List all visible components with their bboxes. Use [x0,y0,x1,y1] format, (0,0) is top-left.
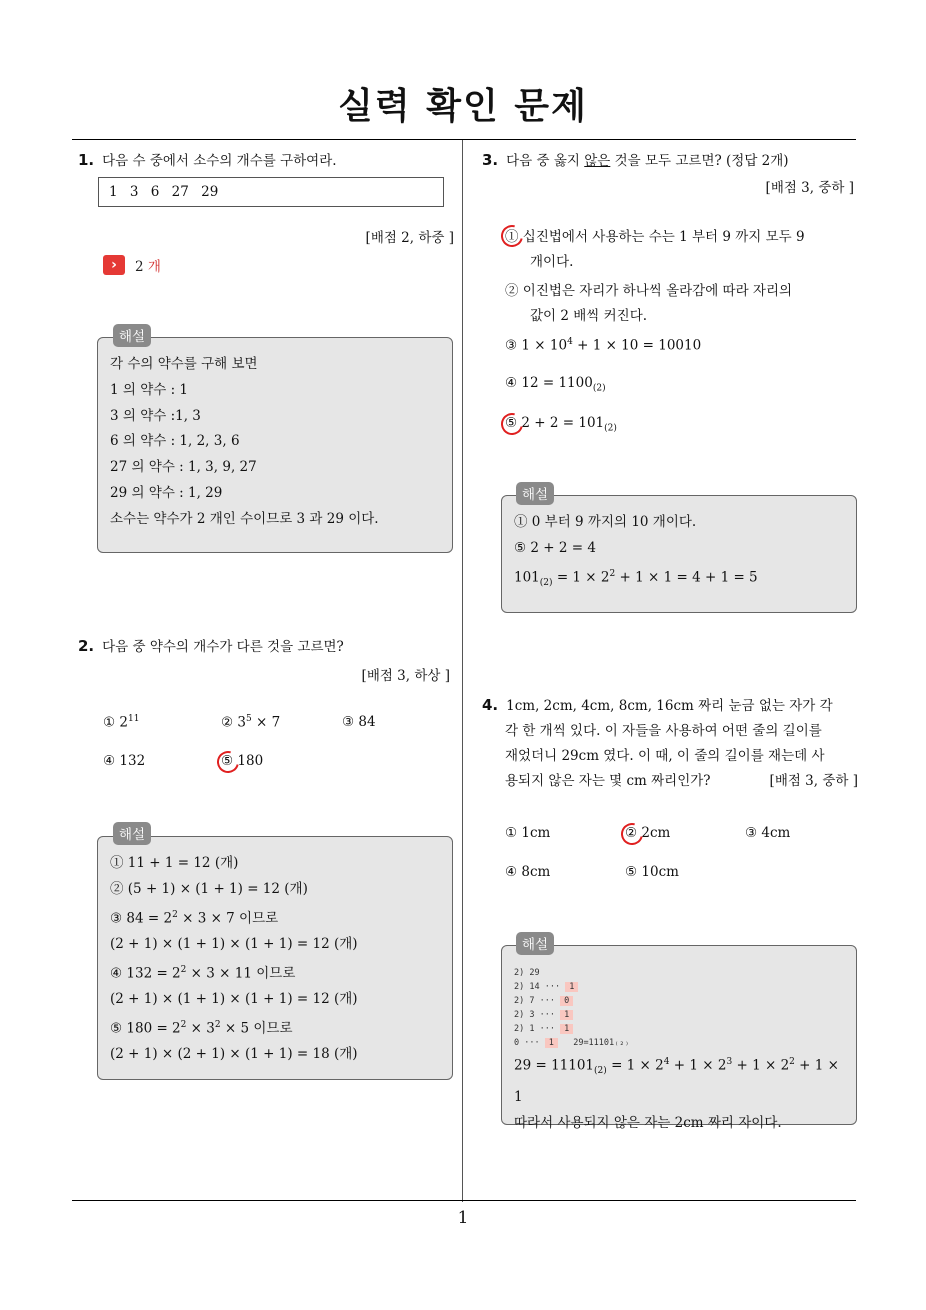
q3-solution-box [501,495,857,613]
chevron-right-icon: › [103,255,125,275]
answer-circle-mark [213,747,243,777]
q4-option-5[interactable]: ⑤ 10cm [625,864,679,880]
q2-option-2[interactable]: ② $3^5 \times 7$ [221,714,281,731]
q4-number: 4. [482,696,499,714]
q4-option-2[interactable]: ② 2cm [625,825,671,841]
q4-solution-label: 해설 [516,932,554,955]
q4-option-4[interactable]: ④ 8cm [505,864,551,880]
q2-solution-line: ④ $132 = 2^2 \times 3 \times 11$ 이므로 [110,964,296,982]
q4-solution-line: $29 = 11101_{(2)} = 1 \times 2^4 + 1 \times 2^3 + 1 \times 2^2 + 1 \times 1$ [514,1057,839,1105]
q2-solution-label: 해설 [113,822,151,845]
q4-meta: [배점 3, 중하 ] [769,773,858,789]
binary-division-figure: 2) 29 2) 14 ··· 1 2) 7 ··· 0 2) 3 ··· 1 2) 1 ··· 1 0 ··· 1 29=11101₍₂₎ [514,968,630,1048]
q2-solution-line: (2 + 1) × (1 + 1) × (1 + 1) = 12 (개) [110,990,358,1007]
q2-meta: [배점 3, 하상 ] [361,668,450,684]
page-number: 1 [457,1208,469,1228]
q3-number: 3. [482,151,499,169]
q4-question: 4. 1cm, 2cm, 4cm, 8cm, 16cm 짜리 눈금 없는 자가 각 각 한 개씩 있다. 이 자들을 사용하여 어떤 줄의 길이를 재었더니 29cm 였다. 이 때, 이 줄의 길이를 재는데 사 용되지 않은 자는 몇 cm 짜리인가? [배점 3, 중하 ] [482,693,858,794]
q1-answer-unit: 개 [147,259,161,275]
q1-question [78,148,337,174]
q3-question: 3. 다음 중 옳지 않은 것을 모두 고르면? (정답 2개) [482,151,789,169]
q2-question [78,634,344,660]
q3-solution-line: ⑤ 2 + 2 = 4 [514,539,596,556]
q1-answer-value: 2 [135,259,144,275]
answer-circle-mark [497,409,527,439]
q2-option-3[interactable]: ③ 84 [342,714,376,730]
q4-solution-box [501,945,857,1131]
q3-option-5[interactable]: ⑤ $2 + 2 = 101_{(2)}$ [505,415,617,434]
q2-number: 2. [78,637,95,655]
q3-option-4[interactable]: ④ $12 = 1100_{(2)}$ [505,375,606,394]
q2-solution-line: ③ $84 = 2^2 \times 3 \times 7$ 이므로 [110,909,279,927]
q1-meta: [배점 2, 하중 ] [365,230,454,246]
q4-option-1[interactable]: ① 1cm [505,825,551,841]
q2-solution-line: ① 11 + 1 = 12 (개) [110,855,239,871]
q3-emphasis: 않은 [584,153,611,169]
q1-solution-line: 각 수의 약수를 구해 보면 [110,356,258,372]
q1-solution-box [97,337,453,553]
q2-solution-line: ② (5 + 1) × (1 + 1) = 12 (개) [110,880,308,897]
bottom-rule [72,1200,856,1201]
q3-option-2[interactable]: ② 이진법은 자리가 하나씩 올라감에 따라 자리의 값이 2 배씩 커진다. [505,283,793,324]
q2-option-5[interactable]: ⑤ 180 [221,753,264,769]
q3-option-1[interactable]: ① 십진법에서 사용하는 수는 1 부터 9 까지 모두 9 개이다. [505,229,805,270]
q1-solution-label: 해설 [113,324,151,347]
q2-solution-box [97,836,453,1080]
column-divider [462,140,463,1202]
q3-solution-line: $101_{(2)} = 1 \times 2^2 + 1 \times 1 = 4 + 1 = 5$ [514,568,758,588]
answer-circle-mark [617,819,647,849]
q3-solution-line: ① 0 부터 9 까지의 10 개이다. [514,514,697,530]
q1-solution-line: 6 의 약수 : 1, 2, 3, 6 [110,433,240,450]
q3-meta: [배점 3, 중하 ] [765,180,854,196]
q1-solution-line: 소수는 약수가 2 개인 수이므로 3 과 29 이다. [110,510,379,527]
q1-solution-line: 3 의 약수 :1, 3 [110,407,201,424]
q4-solution-line: 따라서 사용되지 않은 자는 2cm 짜리 자이다. [514,1114,782,1131]
top-rule [72,139,856,140]
q3-solution-label: 해설 [516,482,554,505]
page-title: 실력 확인 문제 [338,86,588,127]
q1-text: 다음 수 중에서 소수의 개수를 구하여라. [102,153,337,169]
q1-solution-line: 29 의 약수 : 1, 29 [110,484,223,501]
q2-solution-line: ⑤ $180 = 2^2 \times 3^2 \times 5$ 이므로 [110,1019,293,1037]
q1-solution-line: 27 의 약수 : 1, 3, 9, 27 [110,459,257,476]
q1-given-numbers: 1 3 6 27 29 [98,177,444,207]
q1-number: 1. [78,151,95,169]
q2-option-1[interactable]: ① $2^{11}$ [103,714,140,731]
q2-option-4[interactable]: ④ 132 [103,753,146,769]
q2-solution-line: (2 + 1) × (1 + 1) × (1 + 1) = 12 (개) [110,935,358,952]
q1-answer [103,255,161,275]
q2-text: 다음 중 약수의 개수가 다른 것을 고르면? [102,639,344,655]
q2-solution-line: (2 + 1) × (2 + 1) × (1 + 1) = 18 (개) [110,1046,358,1063]
q1-solution-line: 1 의 약수 : 1 [110,381,189,398]
q4-option-3[interactable]: ③ 4cm [745,825,791,841]
q3-option-3[interactable]: ③ $1 \times 10^4 + 1 \times 10 = 10010$ [505,337,702,354]
